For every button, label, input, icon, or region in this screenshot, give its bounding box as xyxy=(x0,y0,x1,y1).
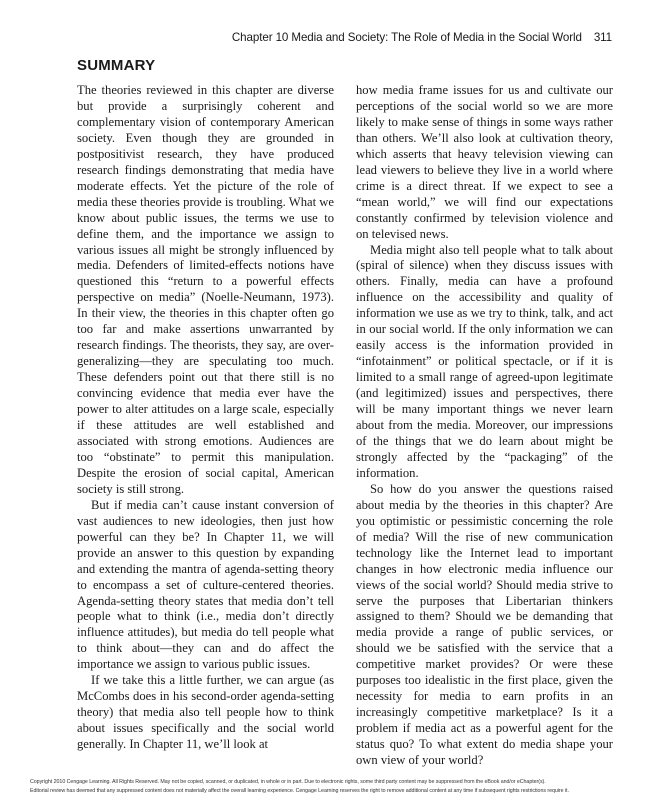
right-column xyxy=(356,83,613,769)
paragraph: The theories reviewed in this chapter are diverse but provide a surprisingly coherent and complementary vision of contemporary American society. Even though they are grounded in postpositivist research, they have produced research findings demonstrating that media have moderate effects. Yet the picture of the role of media these theories provide is troubling. What we know about public issues, the terms we use to define them, and the importance we assign to various issues all might be strongly influenced by media. Defenders of limited-effects notions have questioned this “return to a powerful effects perspective on media” (Noelle-Neumann, 1973). In their view, the theories in this chapter often go too far and make assertions unwarranted by research findings. The theorists, they say, are over-generalizing—they are speculating too much. These defenders point out that there still is no convincing evidence that media ever have the power to alter attitudes on a large scale, especially if these attitudes are well established and associated with strong emotions. Audiences are too “obstinate” to permit this manipulation. Despite the erosion of social capital, American society is still strong. xyxy=(77,83,334,496)
paragraph: how media frame issues for us and cultivate our perceptions of the social world so we are more likely to make sense of things in some ways rather than others. We’ll also look at cultivation theory, which asserts that heavy television viewing can lead viewers to believe they live in a world where crime is a direct threat. If we expect to see a “mean world,” we will find our expectations constantly confirmed by television violence and on televised news. xyxy=(356,83,613,241)
page-number: 311 xyxy=(593,31,612,44)
paragraph: So how do you answer the questions raised about media by the theories in this chapter? Are you optimistic or pessimistic concerning the role of media? Will the rise of new communication technology like the Internet lead to important changes in how electronic media influence our views of the social world? Should media strive to serve the purposes that Libertarian thinkers assigned to them? Should we be demanding that media provide a range of public services, or should we be satisfied with the service that a competitive market provides? Or were these purposes too idealistic in the first place, given the necessity for media to earn profits in an increasingly competitive marketplace? Is it a problem if media act as a powerful agent for the status quo? To what extent do media shape your own view of your world? xyxy=(356,481,613,768)
copyright-line: Copyright 2010 Cengage Learning. All Rights Reserved. May not be copied, scanned, or duplicated, in whole or in part. Due to electronic rights, some third party content may be suppressed from the eBook and/or eChapter(s). xyxy=(30,779,546,785)
left-column xyxy=(77,83,334,753)
paragraph: Media might also tell people what to talk about (spiral of silence) when they discuss issues with others. Finally, media can have a profound influence on the accessibility and quality of information we use as we try to think, talk, and act in our social world. If the only information we can easily access is the information provided in “infotainment” or political spectacle, or if it is limited to a small range of agreed-upon legitimate (and legitimized) issues and perspectives, there will be many important things we never learn about from the media. Moreover, our impressions of the things that we do learn about might be strongly affected by the “packaging” of the information. xyxy=(356,242,613,480)
paragraph: But if media can’t cause instant conversion of vast audiences to new ideologies, then just how powerful can they be? In Chapter 11, we will provide an answer to this question by expanding and extending the mantra of agenda-setting theory to encompass a set of culture-centered theories. Agenda-setting theory states that media don’t tell people what to think (i.e., media don’t directly influence attitudes), but media do tell people what to think about—they can and do affect the importance we assign to various public issues. xyxy=(77,497,334,672)
running-title: Chapter 10 Media and Society: The Role of Media in the Social World xyxy=(231,31,582,44)
section-title: SUMMARY xyxy=(77,57,156,74)
running-header xyxy=(232,31,612,44)
copyright-footer xyxy=(30,778,626,795)
paragraph: If we take this a little further, we can argue (as McCombs does in his second-order agenda-setting theory) that media also tell people how to think about issues specifically and the social world generally. In Chapter 11, we’ll look at xyxy=(77,673,334,752)
editorial-review-line: Editorial review has deemed that any suppressed content does not materially affect the overall learning experience. Cengage Learning reserves the right to remove additional content at any time if subsequent rights restrictions require it. xyxy=(30,787,569,794)
